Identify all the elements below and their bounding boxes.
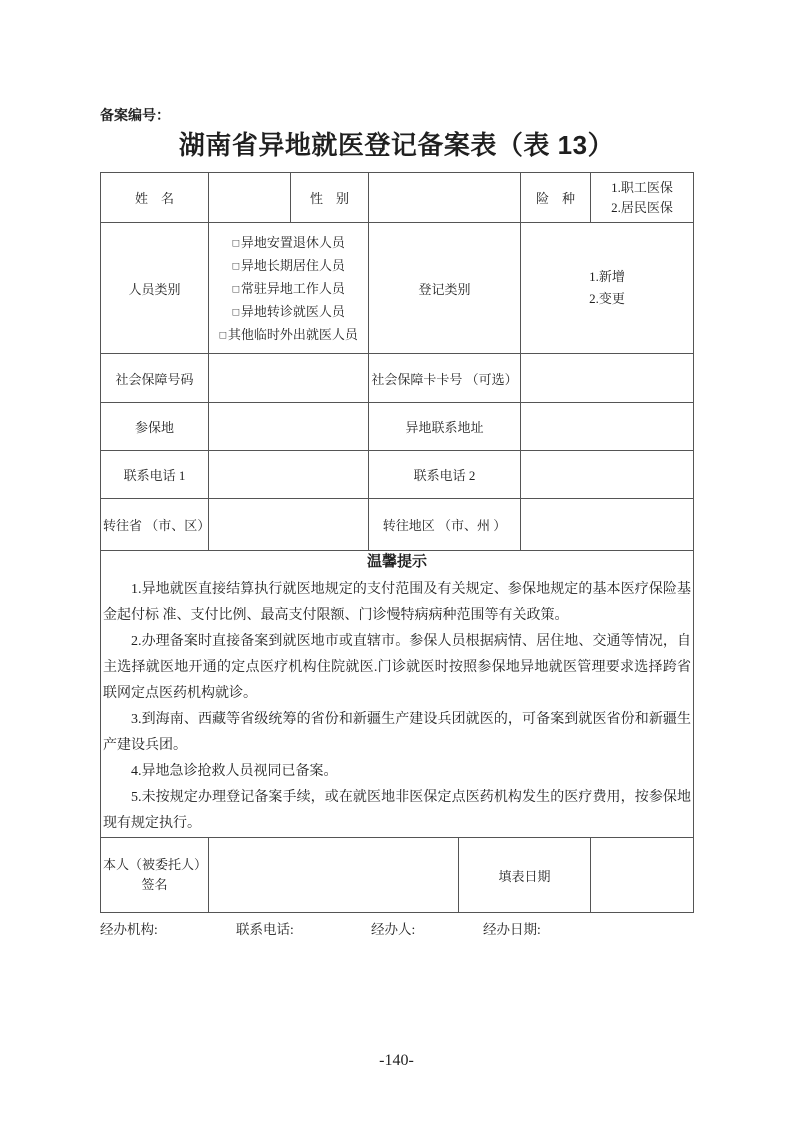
agency-phone-label: 联系电话:	[236, 922, 294, 937]
registration-type-options-cell[interactable]	[521, 223, 694, 354]
fill-date-input-cell[interactable]	[591, 838, 694, 913]
phone2-input-cell[interactable]	[521, 451, 694, 499]
insured-place-label: 参保地	[101, 403, 209, 451]
tips-item-3: 3.到海南、西藏等省级统筹的省份和新疆生产建设兵团就医的，可备案到就医省份和新疆生产建设兵团。	[103, 711, 691, 753]
category-option-stationed[interactable]	[211, 277, 366, 300]
checkbox-icon[interactable]: □	[232, 235, 240, 249]
form-content	[100, 106, 693, 938]
tips-item-4: 4.异地急诊抢救人员视同已备案。	[131, 763, 338, 779]
handling-date-label: 经办日期:	[483, 922, 541, 937]
dest-province-label: 转往省 （市、区）	[101, 499, 209, 551]
person-category-options-cell	[209, 223, 369, 354]
checkbox-icon[interactable]: □	[232, 258, 240, 272]
insurance-option-employee: 1.职工医保	[611, 179, 673, 195]
insurance-option-resident: 2.居民医保	[611, 199, 673, 215]
tips-item-5: 5.未按规定办理登记备案手续，或在就医地非医保定点医药机构发生的医疗费用，按参保地现有规定执行。	[103, 789, 691, 831]
remote-address-input-cell[interactable]	[521, 403, 694, 451]
reg-type-option-change: 2.变更	[589, 291, 625, 306]
phone1-label: 联系电话 1	[101, 451, 209, 499]
signature-label-line2: 签名	[141, 877, 168, 892]
signature-label-line1: 本人（被委托人）	[103, 857, 208, 872]
dest-province-input-cell[interactable]	[209, 499, 369, 551]
tips-heading: 温馨提示	[366, 552, 427, 570]
dest-region-input-cell[interactable]	[521, 499, 694, 551]
fill-date-label: 填表日期	[459, 838, 591, 913]
signature-label	[101, 838, 209, 913]
gender-label: 性 别	[291, 173, 369, 223]
remote-address-label: 异地联系地址	[369, 403, 521, 451]
category-option-referral[interactable]	[211, 300, 366, 323]
insurance-type-label: 险 种	[521, 173, 591, 223]
agency-label: 经办机构:	[100, 922, 158, 937]
operator-label: 经办人:	[371, 922, 416, 937]
dest-region-label: 转往地区 （市、州 ）	[369, 499, 521, 551]
category-option-label: 异地长期居住人员	[240, 257, 345, 273]
tips-item-2: 2.办理备案时直接备案到就医地市或直辖市。参保人员根据病情、居住地、交通等情况，自主选择就医地开通的定点医疗机构住院就医.门诊就医时按照参保地异地就医管理要求选择跨省联网定点医药机构就诊。	[103, 633, 691, 701]
gender-input-cell[interactable]	[369, 173, 521, 223]
category-option-label: 其他临时外出就医人员	[227, 326, 358, 342]
name-input-cell[interactable]	[209, 173, 291, 223]
form-title: 湖南省异地就医登记备案表（表 13）	[178, 130, 615, 160]
signature-input-cell[interactable]	[209, 838, 459, 913]
registration-type-label: 登记类别	[369, 223, 521, 354]
checkbox-icon[interactable]: □	[232, 304, 240, 318]
page-number: -140-	[379, 1052, 414, 1069]
ssn-input-cell[interactable]	[209, 354, 369, 403]
category-option-label: 异地安置退休人员	[240, 234, 345, 250]
name-label: 姓 名	[101, 173, 209, 223]
reg-type-option-new: 1.新增	[589, 269, 625, 284]
registration-form-table	[100, 172, 694, 913]
card-number-input-cell[interactable]	[521, 354, 694, 403]
handling-info-line	[100, 921, 693, 938]
card-number-label: 社会保障卡卡号 （可选）	[369, 354, 521, 403]
category-option-label: 常驻异地工作人员	[240, 280, 345, 296]
checkbox-icon[interactable]: □	[219, 327, 227, 341]
insurance-options-cell[interactable]	[591, 173, 694, 223]
category-option-other[interactable]	[211, 323, 366, 346]
category-option-label: 异地转诊就医人员	[240, 303, 345, 319]
category-option-long-term[interactable]	[211, 254, 366, 277]
phone2-label: 联系电话 2	[369, 451, 521, 499]
category-option-retired[interactable]	[211, 231, 366, 254]
record-number-label: 备案编号：	[100, 107, 170, 123]
checkbox-icon[interactable]: □	[232, 281, 240, 295]
ssn-label: 社会保障号码	[101, 354, 209, 403]
phone1-input-cell[interactable]	[209, 451, 369, 499]
person-category-label: 人员类别	[101, 223, 209, 354]
tips-cell	[101, 551, 694, 838]
tips-item-1: 1.异地就医直接结算执行就医地规定的支付范围及有关规定、参保地规定的基本医疗保险基金起付标 准、支付比例、最高支付限额、门诊慢特病病种范围等有关政策。	[103, 581, 691, 623]
insured-place-input-cell[interactable]	[209, 403, 369, 451]
